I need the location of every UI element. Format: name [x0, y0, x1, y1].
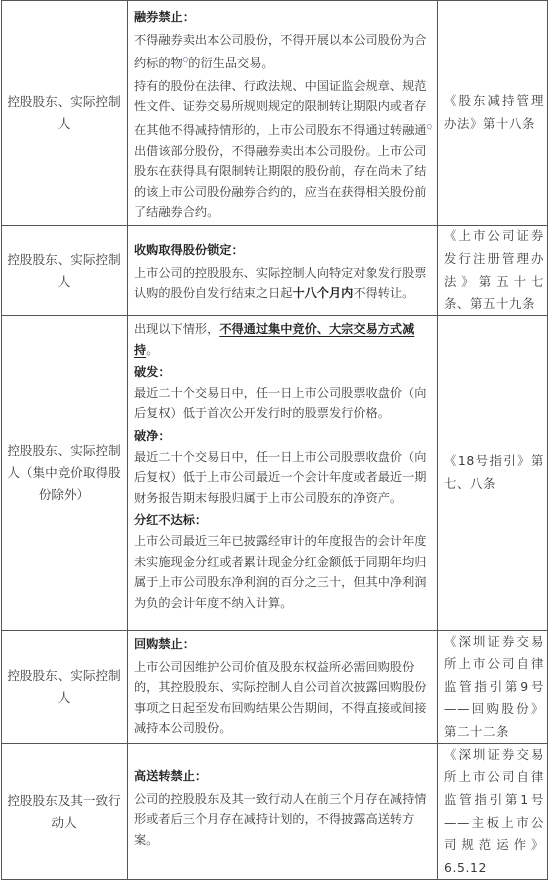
- rule-cell: [128, 7, 437, 223]
- subject-text: 控股股东及其一致行动人: [7, 792, 121, 830]
- subject-cell: [1, 316, 127, 630]
- search-mark-icon: Q: [426, 123, 433, 132]
- basis-text: 《股东减持管理办法》第十八条: [444, 93, 544, 131]
- table-row: [1, 316, 548, 630]
- subject-cell: [1, 744, 127, 879]
- rule-cell: [128, 319, 437, 613]
- rule-paragraph: 持有的股份在法律、行政法规、中国证监会规章、规范性文件、证券交易所规则规定的限制转让期限内或者存在其他不得减持情形的，上市公司股东不得通过转融通$^Q$出借该部分股份，不得融券卖出本公司股份。上市公司股东在获得具有限制转让期限的股份前，存在尚未了结的该上市公司股份融券合约的，应当在获得相关股份前了结融券合约。: [134, 78, 433, 220]
- subject-cell: [1, 1, 127, 225]
- table-row: [1, 226, 548, 315]
- subject-text: 控股股东、实际控制人: [7, 668, 121, 705]
- basis-text: 《深圳证券交易所上市公司自律监管指引第1号——主板上市公司规范运作》6.5.12: [444, 746, 544, 875]
- basis-cell: [438, 631, 548, 743]
- rule-title: 高送转禁止：: [134, 769, 208, 783]
- rule-intro: 出现以下情形，不得通过集中竞价、大宗交易方式减持。: [134, 322, 415, 357]
- rule-title: 收购取得股份锁定：: [134, 243, 244, 257]
- subject-text: 控股股东、实际控制人: [7, 94, 121, 131]
- subject-cell: [1, 226, 127, 315]
- emphasis-text: 十八个月内: [292, 286, 354, 301]
- rule-paragraph: 公司的控股股东及其一致行动人在前三个月存在减持情形或者后三个月存在减持计划的，不得披露高送转方案。: [134, 791, 427, 847]
- basis-cell: [438, 226, 548, 315]
- rule-cell: [128, 634, 437, 739]
- search-mark-icon: Q: [182, 56, 189, 65]
- rule-paragraph: 最近二十个交易日中，任一日上市公司股票收盘价（向后复权）低于上市公司最近一个会计年度或者最近一期财务报告期末每股归属于上市公司股东的净资产。: [134, 449, 427, 505]
- rule-paragraph: 上市公司最近三年已披露经审计的年度报告的会计年度未实施现金分红或者累计现金分红金额低于同期年均归属于上市公司股东净利润的百分之三十，但其中净利润为负的会计年度不纳入计算。: [134, 533, 427, 610]
- basis-text: 《18号指引》第七、八条: [444, 453, 544, 491]
- rule-title: 回购禁止：: [134, 637, 195, 651]
- basis-text: 《上市公司证券发行注册管理办法》第五十七条、第五十九条: [444, 228, 544, 312]
- rule-paragraph: 上市公司因维护公司价值及股东权益所必需回购股份的，其控股股东、实际控制人自公司首次披露回购股份事项之日起至发布回购结果公告期间，不得直接或间接减持本公司股份。: [134, 659, 427, 736]
- table-row: [1, 631, 548, 743]
- basis-text: 《深圳证券交易所上市公司自律监管指引第9号——回购股份》第二十二条: [444, 633, 544, 739]
- rule-title: 破净：: [134, 428, 171, 443]
- basis-cell: [438, 1, 548, 225]
- rule-cell: [128, 766, 437, 850]
- emphasis-text: 不得通过集中竞价、大宗交易方式减持: [134, 322, 415, 357]
- subject-cell: [1, 631, 127, 743]
- rule-title: 破发：: [134, 365, 171, 380]
- table-row: [1, 744, 548, 879]
- rule-paragraph: 不得融券卖出本公司股份，不得开展以本公司股份为合约标的物$^Q$的衍生品交易。: [134, 32, 427, 71]
- basis-cell: [438, 744, 548, 879]
- basis-cell: [438, 316, 548, 630]
- table-row: [1, 1, 548, 225]
- rule-paragraph: 上市公司的控股股东、实际控制人向特定对象发行股票认购的股份自发行结束之日起十八个月内不得转让。: [134, 265, 427, 301]
- subject-text: 控股股东、实际控制人: [7, 251, 121, 289]
- rule-cell: [128, 240, 437, 304]
- rule-title: 分红不达标：: [134, 513, 208, 528]
- rule-title: 融券禁止：: [134, 10, 195, 24]
- rule-paragraph: 最近二十个交易日中，任一日上市公司股票收盘价（向后复权）低于首次公开发行时的股票发行价格。: [134, 385, 427, 421]
- subject-text: 控股股东、实际控制人（集中竞价取得股份除外）: [7, 443, 121, 502]
